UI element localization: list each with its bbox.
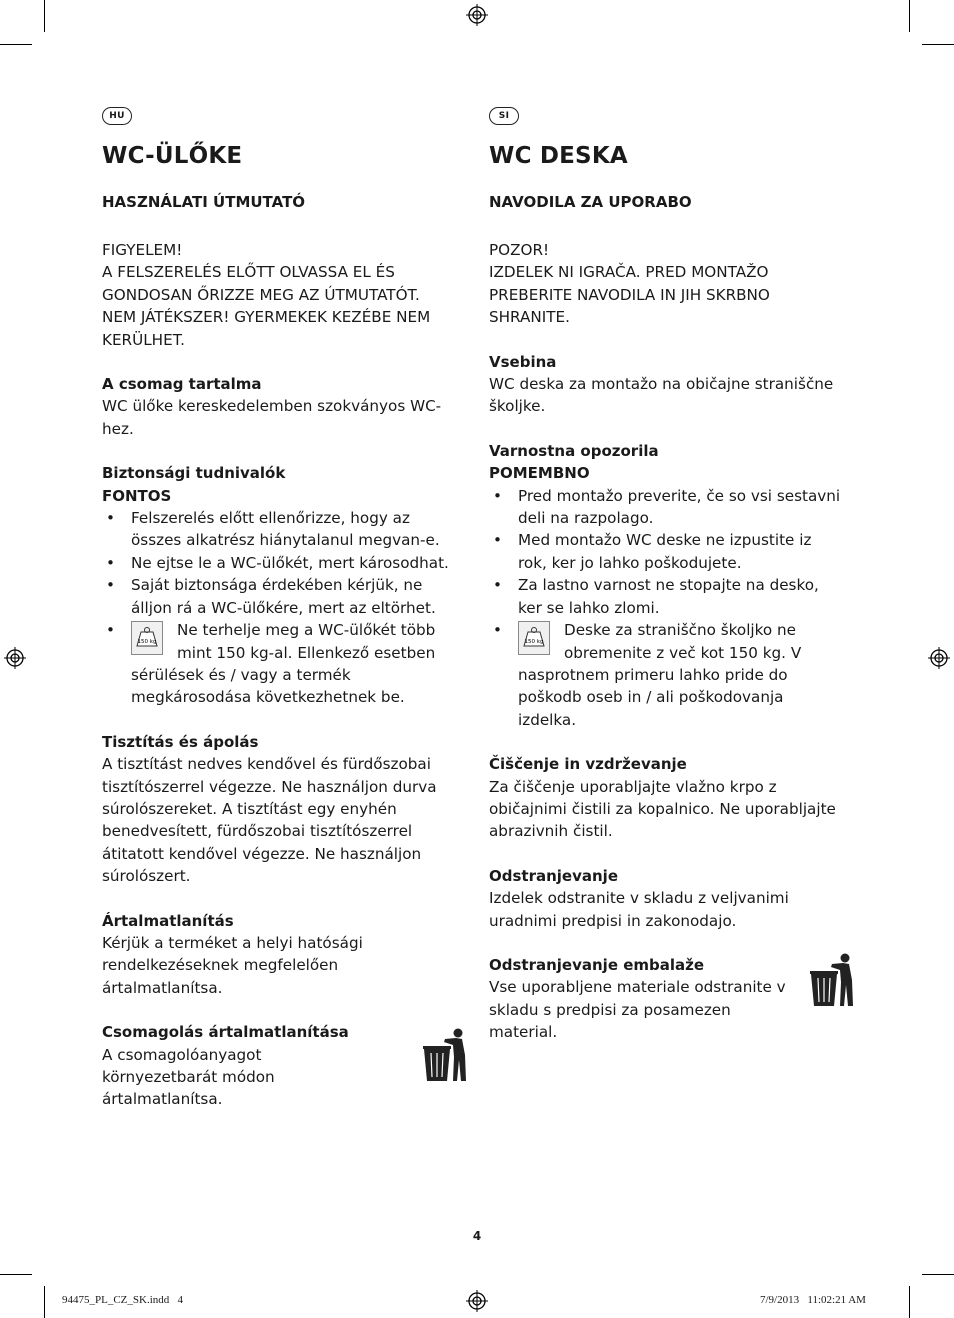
- crop-mark: [44, 0, 45, 32]
- registration-mark-icon: [928, 647, 950, 669]
- weight-150kg-icon: [131, 621, 163, 655]
- warning-label: POZOR!: [489, 241, 550, 259]
- footer-timestamp: 7/9/2013 11:02:21 AM: [760, 1294, 866, 1306]
- crop-mark: [909, 0, 910, 32]
- safety-list: [489, 485, 845, 731]
- safety-section: [489, 440, 845, 731]
- trash-bin-person-icon: [422, 1027, 468, 1083]
- section-heading: Ártalmatlanítás: [102, 911, 234, 930]
- section-heading: Biztonsági tudnivalók: [102, 464, 286, 483]
- contents-section: [102, 373, 458, 440]
- crop-mark: [0, 1274, 32, 1275]
- list-item: • Pred montažo preverite, če so vsi sestavni deli na razpolago.: [489, 485, 845, 530]
- warning-text: IZDELEK NI IGRAČA. PRED MONTAŽO PREBERITE NAVODILA IN JIH SKRBNO SHRANITE.: [489, 263, 770, 327]
- warning-label: FIGYELEM!: [102, 241, 183, 259]
- contents-section: [489, 351, 845, 418]
- language-badge: HU: [102, 107, 132, 125]
- section-text: A csomagolóanyagot környezetbarát módon ártalmatlanítsa.: [102, 1045, 275, 1109]
- disposal-section: [102, 910, 458, 1000]
- section-heading: Odstranjevanje embalaže: [489, 955, 705, 974]
- section-text: Kérjük a terméket a helyi hatósági rendelkezéseknek megfelelően ártalmatlanítsa.: [102, 933, 363, 997]
- list-item: • Saját biztonsága érdekében kérjük, ne álljon rá a WC-ülőkére, mert az eltörhet.: [102, 574, 458, 619]
- registration-mark-icon: [466, 1290, 488, 1312]
- crop-mark: [0, 44, 32, 45]
- section-heading: Tisztítás és ápolás: [102, 732, 259, 751]
- crop-mark: [922, 44, 954, 45]
- section-text: Za čiščenje uporabljajte vlažno krpo z običajnimi čistili za kopalnico. Ne uporabljajte abrazivnih čistil.: [489, 777, 836, 841]
- list-item-text: Deske za straniščno školjko ne obremenite z več kot 150 kg. V nasprotnem primeru lahko pride do poškodb oseb in / ali poškodovanja izdelka.: [518, 621, 802, 729]
- packaging-section: [102, 1021, 458, 1111]
- page-title: WC DESKA: [489, 143, 628, 169]
- cleaning-section: [489, 753, 845, 843]
- weight-icon-label: • 150 kg: [524, 639, 544, 646]
- registration-mark-icon: [466, 4, 488, 26]
- warning-text: A FELSZERELÉS ELŐTT OLVASSA EL ÉS GONDOSAN ŐRIZZE MEG AZ ÚTMUTATÓT. NEM JÁTÉKSZER! GYERMEKEK KEZÉBE NEM KERÜLHET.: [102, 263, 431, 349]
- safety-list: [102, 507, 458, 709]
- manual-heading: NAVODILA ZA UPORABO: [489, 193, 692, 211]
- section-heading: Čiščenje in vzdrževanje: [489, 755, 687, 774]
- list-item: • Ne ejtse le a WC-ülőkét, mert károsodhat.: [102, 552, 458, 574]
- registration-mark-icon: [4, 647, 26, 669]
- section-text: WC deska za montažo na običajne straniščne školjke.: [489, 375, 834, 416]
- section-heading: A csomag tartalma: [102, 375, 262, 394]
- warning-block: [102, 239, 458, 351]
- page-number: 4: [472, 1229, 482, 1243]
- list-item: [102, 619, 458, 709]
- column-slovenian: [489, 103, 845, 1044]
- list-item: [489, 619, 845, 731]
- weight-icon-label: • 150 kg: [137, 639, 157, 646]
- important-label: FONTOS: [102, 486, 172, 505]
- cleaning-section: [102, 731, 458, 888]
- safety-section: [102, 462, 458, 708]
- language-badge: SI: [489, 107, 519, 125]
- disposal-section: [489, 865, 845, 932]
- weight-150kg-icon: [518, 621, 550, 655]
- list-item: • Med montažo WC deske ne izpustite iz rok, ker jo lahko poškodujete.: [489, 529, 845, 574]
- trash-bin-person-icon: [809, 952, 855, 1008]
- section-heading: Varnostna opozorila: [489, 441, 659, 460]
- packaging-section: [489, 954, 845, 1044]
- crop-mark: [44, 1286, 45, 1318]
- section-text: Izdelek odstranite v skladu z veljvanimi uradnimi predpisi in zakonodajo.: [489, 889, 789, 930]
- section-text: A tisztítást nedves kendővel és fürdőszobai tisztítószerrel végezze. Ne használjon durva súrolószereket. A tisztítást egy enyhén benedvesített, fürdőszobai tisztítószerrel átitatott kendővel végezze. Ne használjon súrolószert.: [102, 755, 437, 886]
- manual-heading: HASZNÁLATI ÚTMUTATÓ: [102, 193, 306, 211]
- section-text: WC ülőke kereskedelemben szokványos WC-hez.: [102, 397, 442, 438]
- list-item: • Felszerelés előtt ellenőrizze, hogy az összes alkatrész hiánytalanul megvan-e.: [102, 507, 458, 552]
- crop-mark: [922, 1274, 954, 1275]
- warning-block: [489, 239, 845, 329]
- section-text: Vse uporabljene materiale odstranite v skladu s predpisi za posamezen material.: [489, 978, 786, 1042]
- list-item: • Za lastno varnost ne stopajte na desko, ker se lahko zlomi.: [489, 574, 845, 619]
- important-label: POMEMBNO: [489, 464, 590, 483]
- crop-mark: [909, 1286, 910, 1318]
- footer-filename: 94475_PL_CZ_SK.indd 4: [62, 1294, 184, 1306]
- column-hungarian: [102, 103, 458, 1111]
- page-title: WC-ÜLŐKE: [102, 143, 243, 169]
- list-item-text: Ne terhelje meg a WC-ülőkét több mint 150 kg-al. Ellenkező esetben sérülések és / vagy a termék megkárosodása következhetnek be.: [131, 621, 436, 707]
- section-heading: Csomagolás ártalmatlanítása: [102, 1023, 349, 1042]
- section-heading: Vsebina: [489, 352, 557, 371]
- section-heading: Odstranjevanje: [489, 866, 618, 885]
